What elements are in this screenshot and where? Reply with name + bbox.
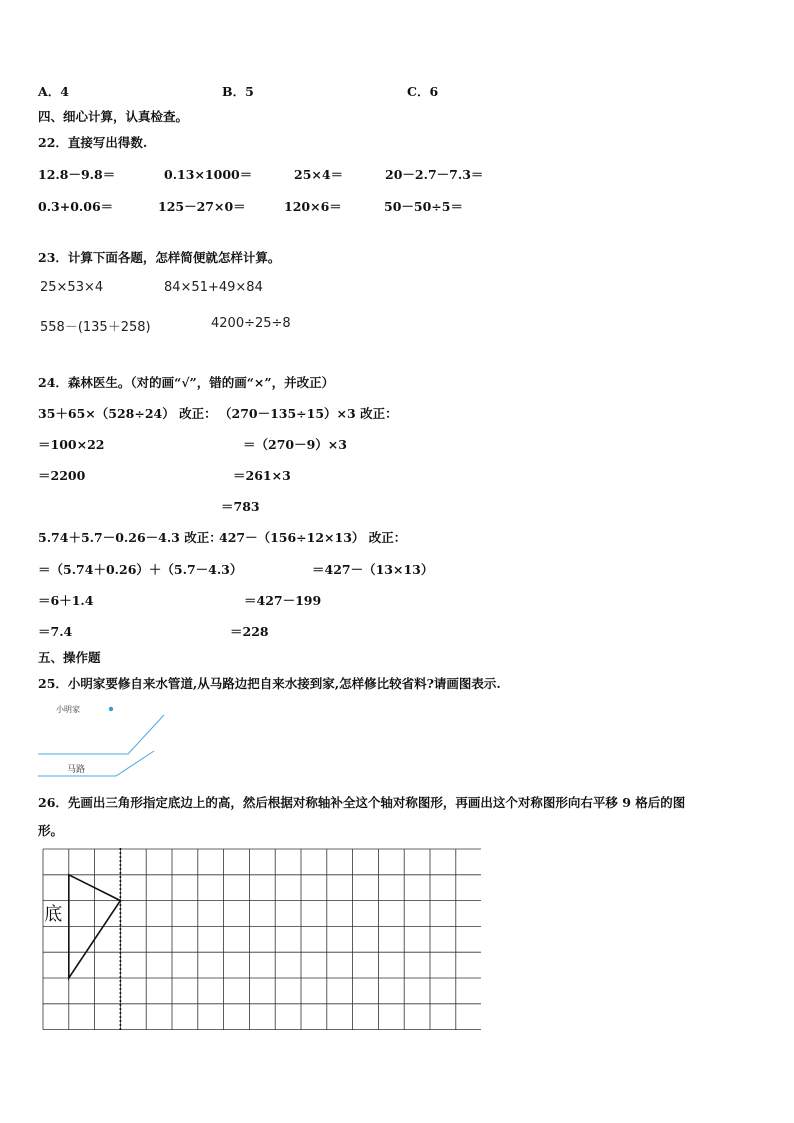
choice-c: C．6 (407, 84, 439, 99)
road-edge-lower (38, 751, 154, 776)
q22-r1-c1: 12.8－9.8＝ (38, 167, 116, 182)
grid-lines (43, 849, 481, 1030)
q24-right1-line1: （270－135÷15）×3 改正： (219, 406, 398, 421)
choice-b: B．5 (222, 84, 254, 99)
q24-left1-line2: ＝100×22 (38, 437, 105, 452)
q22-r2-c1: 0.3+0.06＝ (38, 199, 114, 214)
q26-title-line1: 26．先画出三角形指定底边上的高，然后根据对称轴补全这个轴对称图形，再画出这个对称图形向右平移 9 格后的图 (38, 795, 686, 810)
home-dot (109, 707, 113, 711)
q24-left1-line1: 35＋65×（528÷24） 改正： (38, 406, 217, 421)
q24-right2-line1: 427－（156÷12×13） 改正： (219, 530, 407, 545)
road-diagram (36, 700, 168, 780)
q22-r1-c4: 20－2.7－7.3＝ (385, 167, 484, 182)
q24-right2-line2: ＝427－（13×13） (312, 562, 434, 577)
section-4-title: 四、细心计算，认真检查。 (38, 109, 189, 124)
q26-title-line2: 形。 (38, 823, 64, 838)
q22-r2-c3: 120×6＝ (284, 199, 342, 214)
q23-expr-2: 84×51+49×84 (164, 280, 263, 295)
q24-right1-line3: ＝261×3 (233, 468, 291, 483)
section-5-title: 五、操作题 (38, 650, 101, 665)
choice-a: A．4 (38, 84, 69, 99)
q22-title: 22．直接写出得数. (38, 135, 148, 150)
q24-right2-line3: ＝427－199 (244, 593, 322, 608)
q24-title: 24．森林医生。（对的画“√”，错的画“×”，并改正） (38, 375, 335, 390)
q24-left2-line2: ＝（5.74＋0.26）＋（5.7－4.3） (38, 562, 243, 577)
q24-left1-line3: ＝2200 (38, 468, 86, 483)
home-label: 小明家 (56, 705, 80, 714)
base-label: 底 (44, 903, 63, 925)
drawing-grid[interactable] (41, 848, 481, 1030)
road-label: 马路 (67, 765, 86, 775)
q24-left2-line3: ＝6＋1.4 (38, 593, 94, 608)
q24-right1-line2: ＝（270－9）×3 (243, 437, 347, 452)
q25-title: 25．小明家要修自来水管道,从马路边把自来水接到家,怎样修比较省料?请画图表示. (38, 676, 501, 691)
road-edge-upper (38, 715, 164, 754)
q22-r1-c2: 0.13×1000＝ (164, 167, 253, 182)
q23-expr-1: 25×53×4 (40, 280, 104, 295)
q22-r1-c3: 25×4＝ (294, 167, 344, 182)
q22-r2-c4: 50－50÷5＝ (384, 199, 463, 214)
q23-expr-4: 4200÷25÷8 (211, 316, 291, 331)
q23-expr-3: 558－(135＋258) (40, 320, 151, 335)
q24-left2-line4: ＝7.4 (38, 624, 73, 639)
q22-r2-c2: 125－27×0＝ (158, 199, 246, 214)
q23-title: 23．计算下面各题，怎样简便就怎样计算。 (38, 250, 281, 265)
q24-left2-line1: 5.74＋5.7－0.26－4.3 改正： (38, 530, 222, 545)
q24-right1-line4: ＝783 (221, 499, 260, 514)
q24-right2-line4: ＝228 (230, 624, 269, 639)
